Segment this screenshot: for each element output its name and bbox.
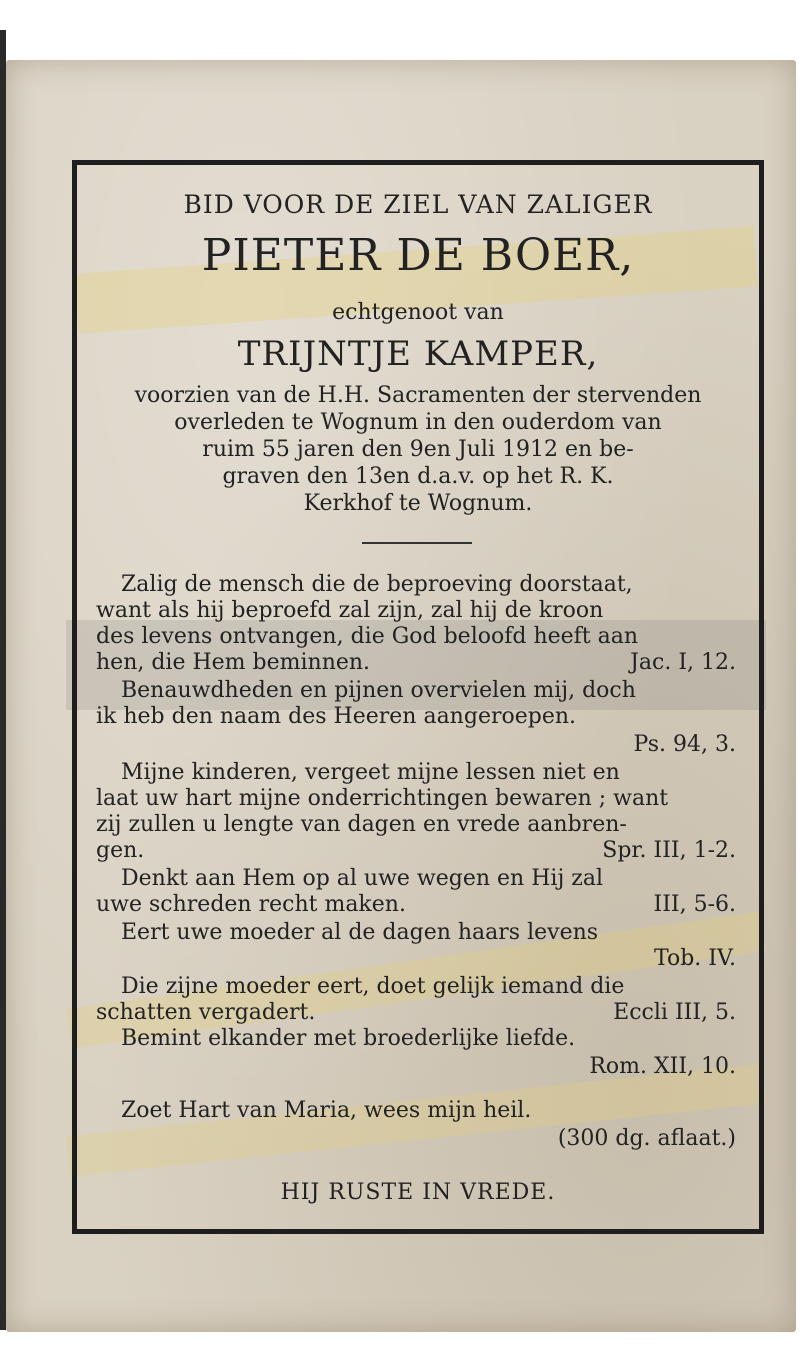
verse-line [96, 946, 736, 973]
verse-line: uwe schreden recht maken. III, 5-6. [96, 892, 736, 917]
verse-line: Benauwdheden en pijnen overvielen mij, doch [121, 678, 636, 703]
verse-line: zij zullen u lengte van dagen en vrede aanbren- [96, 812, 627, 837]
deceased-name: PIETER DE BOER, [201, 230, 635, 281]
spouse-name: TRIJNTJE KAMPER, [237, 334, 599, 374]
verse-line: Bemint elkander met broederlijke liefde. [121, 1026, 576, 1051]
verse-line: laat uw hart mijne onderrichtingen bewaren ; want [96, 786, 669, 811]
spouse-label: echtgenoot van [332, 300, 504, 325]
bio-line: graven den 13en d.a.v. op het R. K. [222, 464, 614, 489]
verse-reference: Ps. 94, 3. [633, 732, 736, 757]
verse-line: hen, die Hem beminnen. Jac. I, 12. [96, 650, 736, 675]
indulgence-line: (300 dg. aflaat.) [557, 1126, 736, 1151]
verse-reference: Jac. I, 12. [630, 650, 736, 675]
invocation: BID VOOR DE ZIEL VAN ZALIGER [183, 190, 653, 219]
verse-line [96, 1054, 736, 1081]
verse-reference: III, 5-6. [653, 892, 736, 917]
closing-line: HIJ RUSTE IN VREDE. [280, 1180, 556, 1205]
verse-reference: Spr. III, 1-2. [602, 838, 736, 863]
verse-reference: Tob. IV. [653, 946, 736, 971]
bio-line: voorzien van de H.H. Sacramenten der stervenden [134, 383, 702, 408]
verse-line: Denkt aan Hem op al uwe wegen en Hij zal [121, 866, 604, 891]
verse-line: Mijne kinderen, vergeet mijne lessen niet en [121, 760, 620, 785]
verse-line [96, 732, 736, 759]
card-content [72, 160, 764, 1234]
divider [362, 542, 472, 544]
bio-line: overleden te Wognum in den ouderdom van [174, 410, 662, 435]
bio-line: Kerkhof te Wognum. [303, 491, 533, 516]
verse-reference: Rom. XII, 10. [589, 1054, 736, 1079]
verse-line: ik heb den naam des Heeren aangeroepen. [96, 704, 577, 729]
bio-line: ruim 55 jaren den 9en Juli 1912 en be- [202, 437, 634, 462]
prayer-line: Zoet Hart van Maria, wees mijn heil. [121, 1098, 532, 1123]
verse-line: Zalig de mensch die de beproeving doorstaat, [121, 572, 633, 597]
verse-line: des levens ontvangen, die God beloofd heeft aan [96, 624, 639, 649]
verse-line: schatten vergadert. Eccli III, 5. [96, 1000, 736, 1025]
verse-line: gen. Spr. III, 1-2. [96, 838, 736, 863]
verse-line: want als hij beproefd zal zijn, zal hij de kroon [96, 598, 604, 623]
verse-reference: Eccli III, 5. [613, 1000, 736, 1025]
verse-line: Die zijne moeder eert, doet gelijk iemand die [121, 974, 625, 999]
verse-line: Eert uwe moeder al de dagen haars levens [121, 920, 599, 945]
